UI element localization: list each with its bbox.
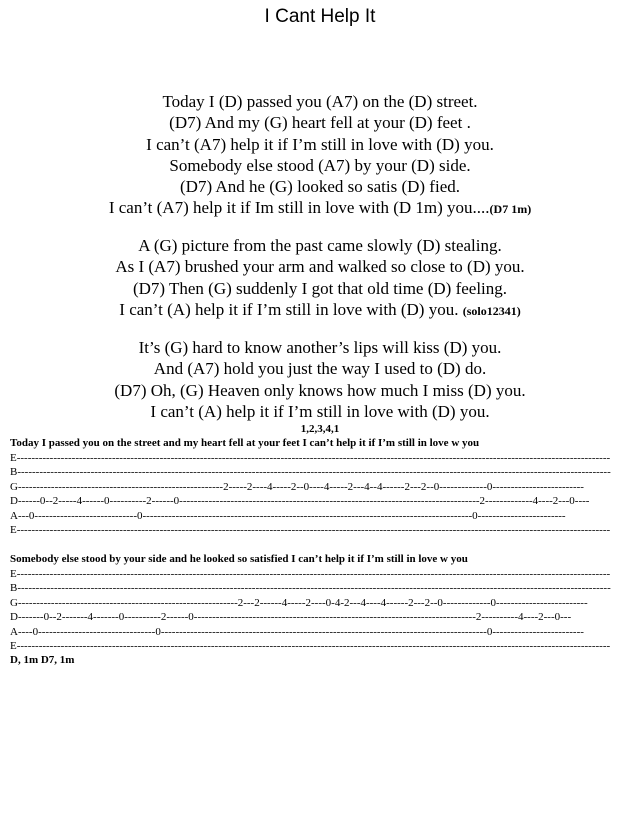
lyric-line: I can’t (A7) help it if Im still in love with (D 1m) you....(D7 1m) bbox=[108, 198, 532, 218]
verse-1 bbox=[0, 91, 640, 221]
lyric-line: I can’t (A) help it if I’m still in love with (D) you. (solo12341) bbox=[119, 299, 521, 319]
verse-2 bbox=[0, 235, 640, 322]
tab-string-line: A---0----------------------------0------------------------------------------------------------------------------------------0------------------------ bbox=[10, 509, 566, 522]
lyric-line: (D7) Oh, (G) Heaven only knows how much I miss (D) you. bbox=[114, 380, 526, 400]
footer-chords: D, 1m D7, 1m bbox=[10, 654, 75, 666]
tab-string-line: B------------------------------------------------------------------------------------------------------------------------------------------------------------------ bbox=[10, 466, 611, 479]
lyric-line: (D7) And my (G) heart fell at your (D) feet . bbox=[169, 113, 471, 133]
tab-heading: Somebody else stood by your side and he looked so satisfied I can’t help it if I’m still in love w you bbox=[10, 553, 468, 565]
tab-string-line: D------0--2-----4------0----------2------0----------------------------------------------------------------------------------2-------------4----2---0---- bbox=[10, 495, 590, 508]
verse-3 bbox=[0, 337, 640, 422]
lyric-line: (D7) And he (G) looked so satis (D) fied. bbox=[180, 177, 460, 197]
lyric-line: Today I (D) passed you (A7) on the (D) street. bbox=[162, 92, 478, 111]
tab-string-line: E------------------------------------------------------------------------------------------------------------------------------------------------------------------ bbox=[10, 640, 611, 653]
lyric-line: It’s (G) hard to know another’s lips will kiss (D) you. bbox=[138, 338, 502, 357]
tab-string-line: E------------------------------------------------------------------------------------------------------------------------------------------------------------------ bbox=[10, 568, 611, 580]
tab-string-line: G--------------------------------------------------------2-----2----4-----2--0----4-----2---4--4------2---2--0-------------0------------------------- bbox=[10, 480, 584, 493]
fingering-pattern: 1,2,3,4,1 bbox=[300, 423, 340, 435]
tab-string-line: E------------------------------------------------------------------------------------------------------------------------------------------------------------------ bbox=[10, 452, 611, 464]
lyric-line: Somebody else stood (A7) by your (D) side. bbox=[169, 155, 471, 175]
song-title: I Cant Help It bbox=[264, 6, 376, 27]
lyric-line: I can’t (A) help it if I’m still in love with (D) you. bbox=[150, 401, 490, 421]
tab-string-line: G------------------------------------------------------------2---2------4-----2----0-4-2---4----4------2---2--0-------------0------------------------- bbox=[10, 596, 588, 609]
tab-section-2 bbox=[10, 552, 630, 653]
tab-section-1 bbox=[10, 436, 630, 537]
tab-string-line: A----0--------------------------------0-----------------------------------------------------------------------------------------0------------------------- bbox=[10, 625, 584, 638]
tab-heading: Today I passed you on the street and my heart fell at your feet I can’t help it if I’m still in love w you bbox=[10, 437, 480, 449]
lyric-line: A (G) picture from the past came slowly (D) stealing. bbox=[138, 236, 502, 255]
tab-string-line: D-------0--2-------4-------0----------2------0-----------------------------------------------------------------------------2----------4----2---0--- bbox=[10, 611, 572, 624]
lyric-line: (D7) Then (G) suddenly I got that old time (D) feeling. bbox=[132, 278, 508, 298]
solo-note: (solo12341) bbox=[462, 303, 521, 318]
tab-string-line: E------------------------------------------------------------------------------------------------------------------------------------------------------------------ bbox=[10, 524, 611, 537]
tab-string-line: B------------------------------------------------------------------------------------------------------------------------------------------------------------------ bbox=[10, 582, 611, 595]
chord-note: (D7 1m) bbox=[489, 202, 532, 217]
lyric-line: I can’t (A7) help it if I’m still in love with (D) you. bbox=[146, 134, 494, 154]
lyric-line: And (A7) hold you just the way I used to (D) do. bbox=[153, 359, 487, 379]
lyric-line: As I (A7) brushed your arm and walked so close to (D) you. bbox=[115, 257, 525, 277]
